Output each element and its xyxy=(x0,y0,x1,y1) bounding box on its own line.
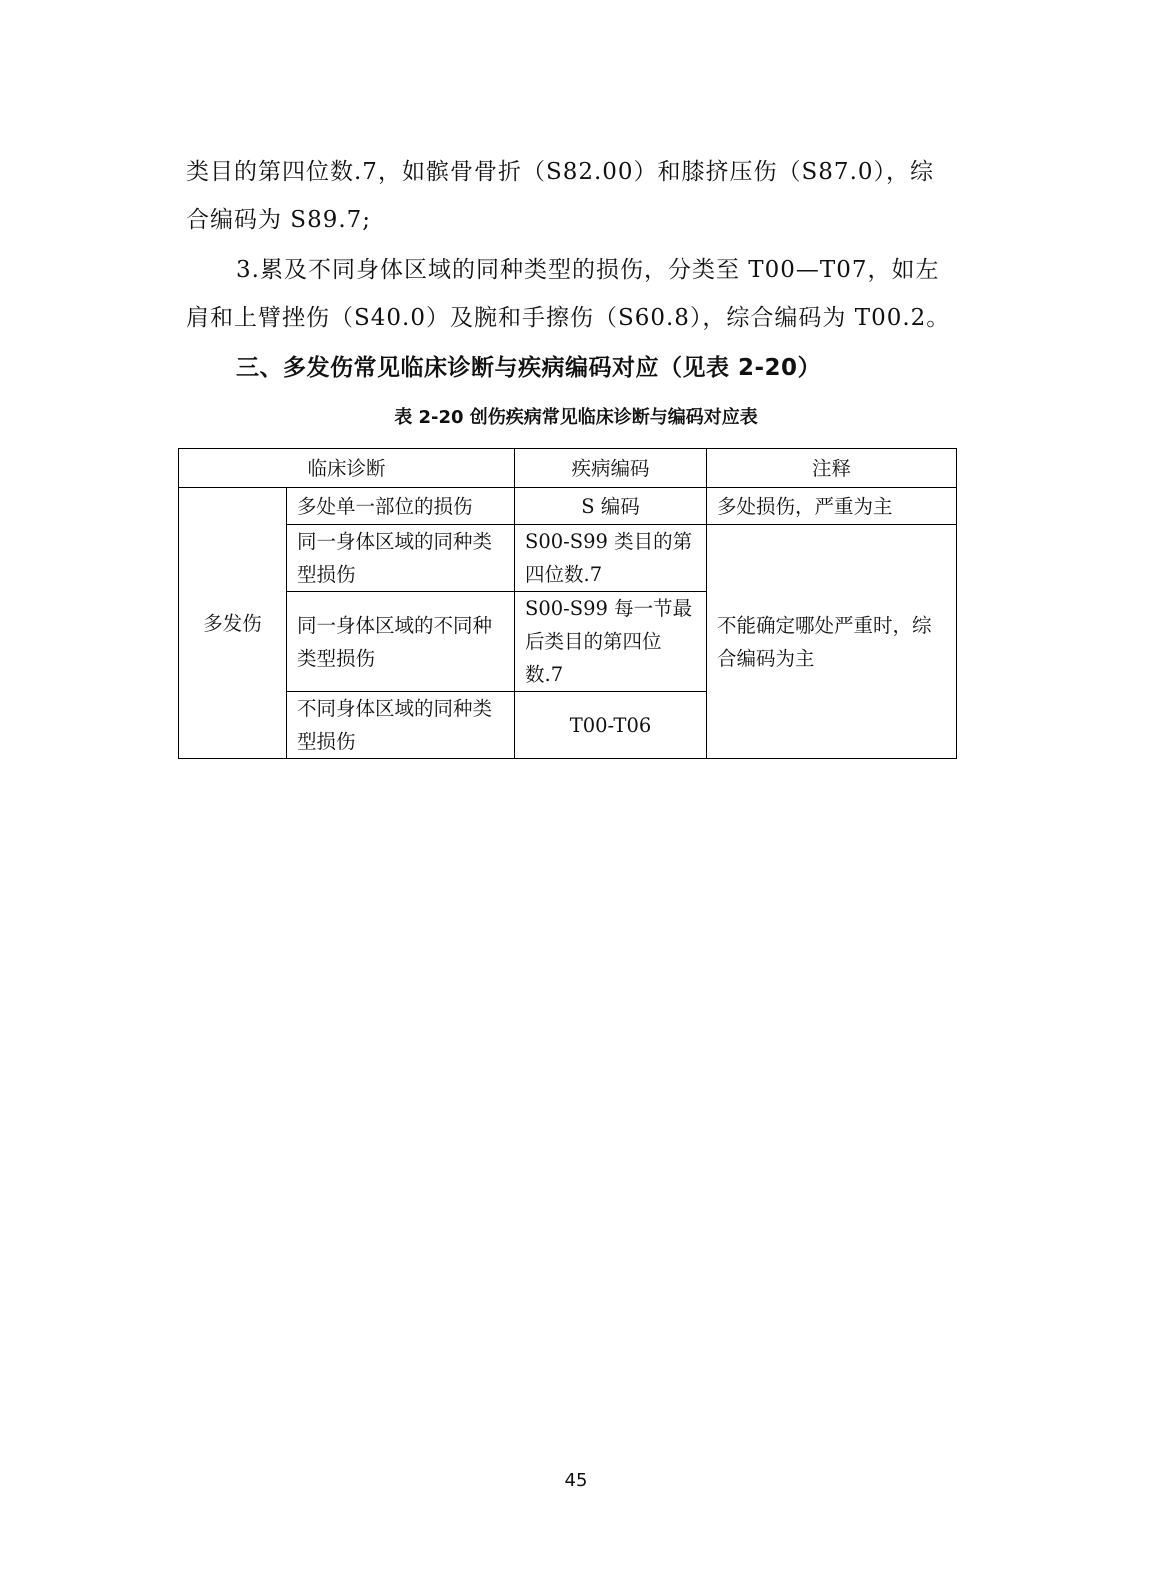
section-heading: 三、多发伤常见临床诊断与疾病编码对应（见表 2-20） xyxy=(236,355,822,381)
merged-note: 不能确定哪处严重时，综合编码为主 xyxy=(707,525,957,759)
row-code: S00-S99 每一节最后类目的第四位数.7 xyxy=(515,592,707,692)
table-row xyxy=(179,525,957,592)
header-diagnosis: 临床诊断 xyxy=(179,449,515,488)
body-line-1: 类目的第四位数.7，如髌骨骨折（S82.00）和膝挤压伤（S87.0），综 xyxy=(186,159,935,185)
row-note: 多处损伤，严重为主 xyxy=(707,488,957,525)
row-diagnosis: 多处单一部位的损伤 xyxy=(287,488,515,525)
row-diagnosis: 不同身体区域的同种类型损伤 xyxy=(287,692,515,759)
page-number: 45 xyxy=(564,1470,588,1491)
body-line-2: 合编码为 S89.7; xyxy=(186,207,372,233)
body-line-4: 肩和上臂挫伤（S40.0）及腕和手擦伤（S60.8），综合编码为 T00.2。 xyxy=(186,305,951,331)
table-caption: 表 2-20 创伤疾病常见临床诊断与编码对应表 xyxy=(394,407,758,428)
body-line-3: 3.累及不同身体区域的同种类型的损伤，分类至 T00—T07，如左 xyxy=(236,257,940,283)
row-code: S 编码 xyxy=(515,488,707,525)
row-diagnosis: 同一身体区域的不同种类型损伤 xyxy=(287,592,515,692)
header-note: 注释 xyxy=(707,449,957,488)
diagnosis-code-table xyxy=(178,448,957,759)
table-row xyxy=(179,488,957,525)
header-code: 疾病编码 xyxy=(515,449,707,488)
row-code: S00-S99 类目的第四位数.7 xyxy=(515,525,707,592)
row-code: T00-T06 xyxy=(515,692,707,759)
group-label: 多发伤 xyxy=(179,488,287,759)
table-header-row xyxy=(179,449,957,488)
row-diagnosis: 同一身体区域的同种类型损伤 xyxy=(287,525,515,592)
